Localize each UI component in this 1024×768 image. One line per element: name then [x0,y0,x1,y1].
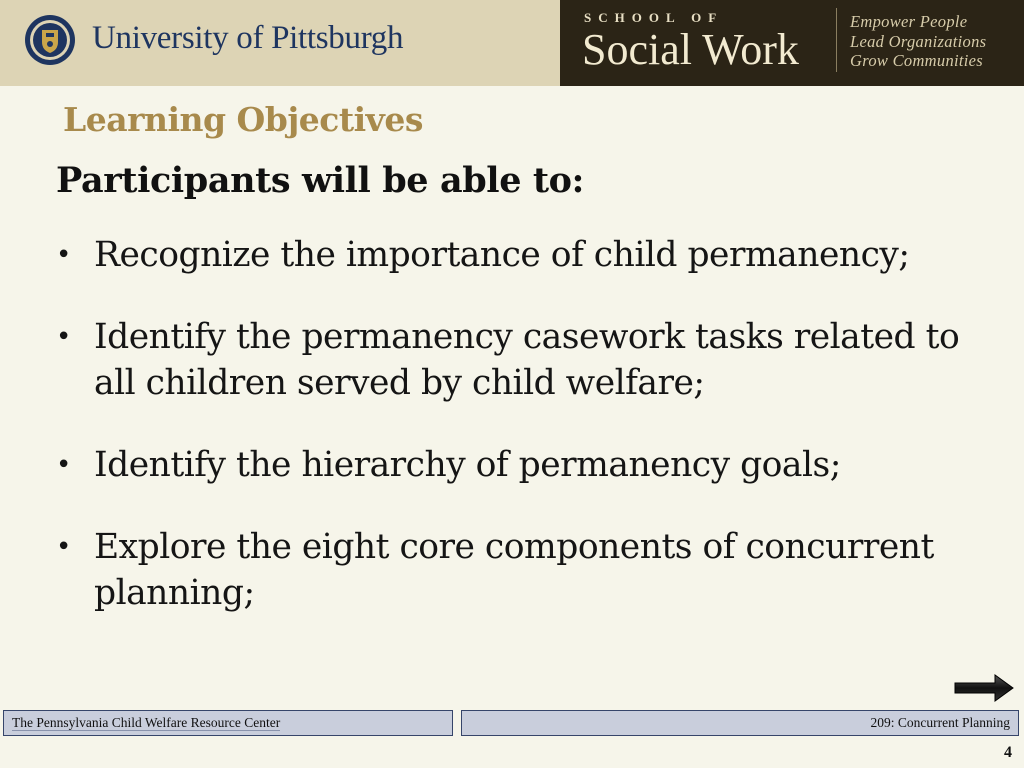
tagline-2: Lead Organizations [850,32,987,51]
objective-text: Recognize the importance of child permanency; [94,235,910,275]
tagline-3: Grow Communities [850,51,983,70]
university-seal-icon [24,14,76,66]
objective-text: Identify the permanency casework tasks related to all children served by child welfare; [94,317,960,403]
page-number: 4 [1004,744,1012,761]
school-of-label: SCHOOL OF [584,10,724,25]
school-name: Social Work [582,25,799,74]
university-name: University of Pittsburgh [92,20,404,56]
bullet-icon: • [56,450,71,480]
header-divider [836,8,837,72]
list-item [56,524,994,616]
objective-text: Identify the hierarchy of permanency goals; [94,445,841,485]
list-item [56,232,976,278]
tagline-1: Empower People [850,12,968,31]
objective-text: Explore the eight core components of concurrent planning; [94,527,934,613]
footer-course [461,710,1019,736]
list-item [56,442,976,488]
footer-organization [3,710,453,736]
objectives-list [56,232,976,652]
bullet-icon: • [56,240,71,270]
footer-right-text: 209: Concurrent Planning [870,715,1010,730]
right-arrow-icon[interactable] [953,672,1015,704]
slide-subtitle: Participants will be able to: [56,160,585,201]
slide-title: Learning Objectives [63,100,423,139]
bullet-icon: • [56,532,71,562]
footer-left-text: The Pennsylvania Child Welfare Resource Center [12,715,281,730]
list-item [56,314,974,406]
bullet-icon: • [56,322,71,352]
